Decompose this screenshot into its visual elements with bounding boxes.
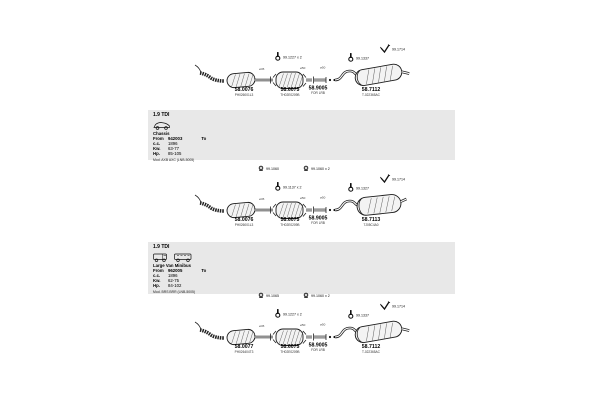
clamp-label: 99.1327 bbox=[356, 186, 369, 191]
connector-pipe bbox=[314, 334, 336, 341]
vehicle-type-label: Large Van Minibus bbox=[153, 263, 191, 268]
pipe-diameter-label: ø50 bbox=[300, 196, 306, 200]
part-number: 58.7112 bbox=[361, 87, 381, 93]
vehicle-info-panel bbox=[148, 110, 455, 163]
hanger-label: 99.1714 bbox=[392, 304, 405, 309]
pipe-diameter-label: ø45 bbox=[259, 324, 265, 328]
clamp-icon bbox=[276, 309, 280, 317]
van-icon bbox=[153, 253, 169, 262]
pipe-diameter-label: ø50 bbox=[320, 65, 326, 70]
to-label: To bbox=[201, 268, 207, 274]
part-number: 58.9005 bbox=[308, 342, 328, 349]
pipe-diameter-label: ø45 bbox=[259, 67, 265, 71]
part-number: 58.0076 bbox=[234, 87, 254, 93]
exhaust-diagram-row bbox=[145, 287, 455, 369]
bracket-icon bbox=[304, 293, 308, 297]
clamp-icon bbox=[349, 310, 353, 318]
part-code: PH026404T3 bbox=[234, 350, 254, 354]
part-number: 58.6075 bbox=[280, 217, 300, 223]
exhaust-diagram-row bbox=[145, 30, 455, 112]
pipe-diameter-label: ø50 bbox=[300, 323, 306, 327]
cc-line: c.c. 1896 bbox=[153, 273, 178, 279]
part-number: 58.9005 bbox=[308, 85, 328, 92]
exhaust-diagram-row bbox=[145, 160, 455, 242]
part-code: T-022365AC bbox=[362, 350, 380, 354]
pipe-diameter-label: ø50 bbox=[320, 195, 326, 200]
clamp-label: 99.1337 bbox=[356, 313, 369, 318]
rear-muffler bbox=[335, 319, 410, 344]
engine-title: 1.9 TDI bbox=[153, 244, 170, 250]
from-label: From bbox=[153, 136, 164, 142]
kw-line: Kw. 63-77 bbox=[153, 146, 179, 152]
pipe-diameter-label: ø50 bbox=[320, 322, 326, 327]
part-code: FOR LRB bbox=[311, 221, 325, 225]
pipe-diameter-label: ø50 bbox=[300, 66, 306, 70]
v-hanger-icon bbox=[380, 45, 390, 53]
part-code: PH026001L3 bbox=[234, 223, 254, 227]
clamp-icon bbox=[349, 183, 353, 191]
part-number: 58.0076 bbox=[234, 217, 254, 223]
rear-muffler bbox=[335, 193, 408, 216]
clamp-icon bbox=[276, 52, 280, 60]
pipe-diameter-label: ø45 bbox=[259, 197, 265, 201]
part-code: FOR LRB bbox=[311, 348, 325, 352]
clamp-label: 99.1137 x 2 bbox=[283, 185, 302, 190]
bracket-label: 99.1060 x 2 bbox=[311, 294, 330, 298]
hp-line: Hp. 84-102 bbox=[153, 283, 182, 289]
bracket-label: 99.1065 bbox=[266, 294, 279, 298]
hanger-label: 99.1714 bbox=[392, 47, 405, 52]
part-number: 58.6075 bbox=[280, 87, 300, 93]
part-code: FOR LRB bbox=[311, 91, 325, 95]
bracket-label: 99.1060 x 2 bbox=[311, 167, 330, 171]
v-hanger-icon bbox=[380, 302, 390, 310]
bracket-icon bbox=[304, 166, 308, 170]
part-number: 58.6075 bbox=[280, 344, 300, 350]
cc-line: c.c. 1896 bbox=[153, 141, 178, 147]
from-value: 962005 bbox=[168, 268, 183, 274]
to-label: To bbox=[201, 136, 207, 142]
kw-line: Kw. 62-75 bbox=[153, 278, 179, 284]
connector-pipe bbox=[314, 207, 336, 214]
clamp-icon bbox=[276, 182, 280, 190]
model-codes-line: Mod. AXB AXC (LNB-5005) bbox=[153, 158, 195, 163]
bracket-icon bbox=[259, 166, 263, 170]
part-code: T-022365AC bbox=[362, 93, 380, 97]
clamp-label: 99.1227 x 2 bbox=[283, 55, 302, 60]
part-number: 58.9005 bbox=[308, 215, 328, 222]
hp-line: Hp. 85-105 bbox=[153, 151, 182, 157]
clamp-label: 99.1227 x 2 bbox=[283, 312, 302, 317]
part-code: TH02E0209B bbox=[280, 93, 300, 97]
part-code: PH026001L3 bbox=[234, 93, 254, 97]
bracket-icon bbox=[259, 293, 263, 297]
v-hanger-icon bbox=[380, 175, 390, 183]
part-code: TH02E0209B bbox=[280, 350, 300, 354]
from-value: 942003 bbox=[168, 136, 183, 142]
chassis-icon bbox=[153, 121, 171, 130]
part-code: TJ05C4A0 bbox=[363, 223, 379, 227]
connector-pipe bbox=[314, 77, 336, 84]
clamp-icon bbox=[349, 53, 353, 61]
part-number: 58.7112 bbox=[361, 344, 381, 350]
vehicle-type-label: Chassis bbox=[153, 131, 170, 136]
bracket-label: 99.1060 bbox=[266, 167, 279, 171]
from-label: From bbox=[153, 268, 164, 274]
minibus-icon bbox=[174, 253, 193, 262]
hanger-label: 99.1714 bbox=[392, 177, 405, 182]
model-codes-line: Mod. BRS BRR (LNB-5005) bbox=[153, 290, 196, 295]
clamp-label: 99.1337 bbox=[356, 56, 369, 61]
part-number: 58.7113 bbox=[361, 217, 381, 223]
engine-title: 1.9 TDI bbox=[153, 112, 170, 118]
part-code: TH02E0209B bbox=[280, 223, 300, 227]
part-number: 58.0077 bbox=[234, 344, 254, 350]
rear-muffler bbox=[335, 62, 410, 87]
